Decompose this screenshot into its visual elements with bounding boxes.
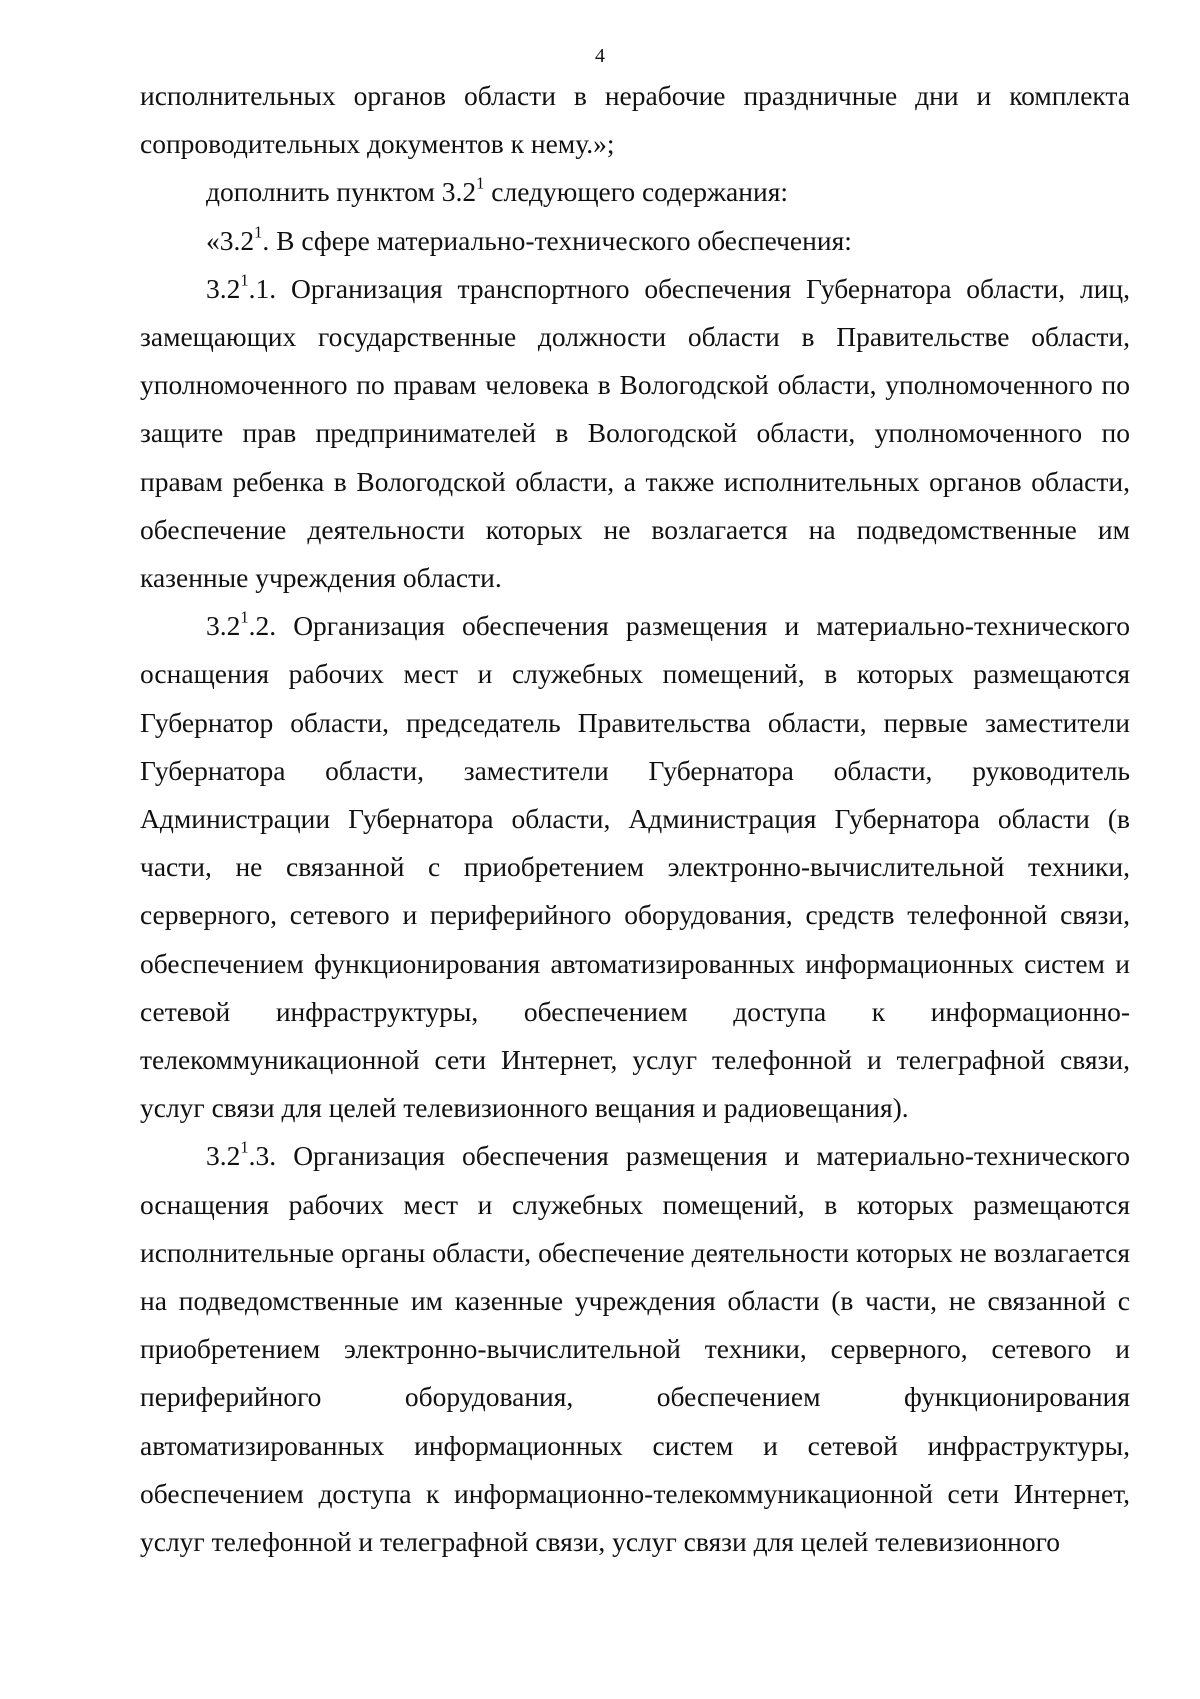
paragraph-continuation: исполнительных органов области в нерабочие праздничные дни и комплекта сопроводительных документов к нему.»;	[140, 80, 1130, 160]
paragraph-item-3-2-1-1: $3.2^1.1$. Организация транспортного обеспечения Губернатора области, лиц, замещающих государственные должности области в Правительстве области, уполномоченного по правам человека в Вологодской области, уполномоченного по защите прав предпринимателей в Вологодской области, уполномоченного по правам ребенка в Вологодской области, а также исполнительных органов области, обеспечение деятельности которых не возлагается на подведомственные им казенные учреждения области.	[140, 270, 1130, 594]
paragraph-item-3-2-1-2: $3.2^1.2$. Организация обеспечения размещения и материально-технического оснащения рабочих мест и служебных помещений, в которых размещаются Губернатор области, председатель Правительства области, первые заместители Губернатора области, заместители Губернатора области, руководитель Администрации Губернатора области, Администрация Губернатора области (в части, не связанной с приобретением электронно-вычислительной техники, серверного, сетевого и периферийного оборудования, средств телефонной связи, обеспечением функционирования автоматизированных информационных систем и сетевой инфраструктуры, обеспечением доступа к информационно-телекоммуникационной сети Интернет, услуг телефонной и телеграфной связи, услуг связи для целей телевизионного вещания и радиовещания).	[140, 607, 1130, 1124]
page-number: 4	[595, 45, 605, 67]
document-body	[140, 72, 1130, 1566]
paragraph-amendment-intro: дополнить пунктом $3.2^1$ следующего содержания:	[206, 174, 788, 208]
paragraph-item-3-2-1-3: $3.2^1.3$. Организация обеспечения размещения и материально-технического оснащения рабочих мест и служебных помещений, в которых размещаются исполнительные органы области, обеспечение деятельности которых не возлагается на подведомственные им казенные учреждения области (в части, не связанной с приобретением электронно-вычислительной техники, серверного, сетевого и периферийного оборудования, обеспечением функционирования автоматизированных информационных систем и сетевой инфраструктуры, обеспечением доступа к информационно-телекоммуникационной сети Интернет, услуг телефонной и телеграфной связи, услуг связи для целей телевизионного	[140, 1138, 1130, 1558]
paragraph-section-heading: «$3.2^1$. В сфере материально-технического обеспечения:	[206, 222, 852, 256]
